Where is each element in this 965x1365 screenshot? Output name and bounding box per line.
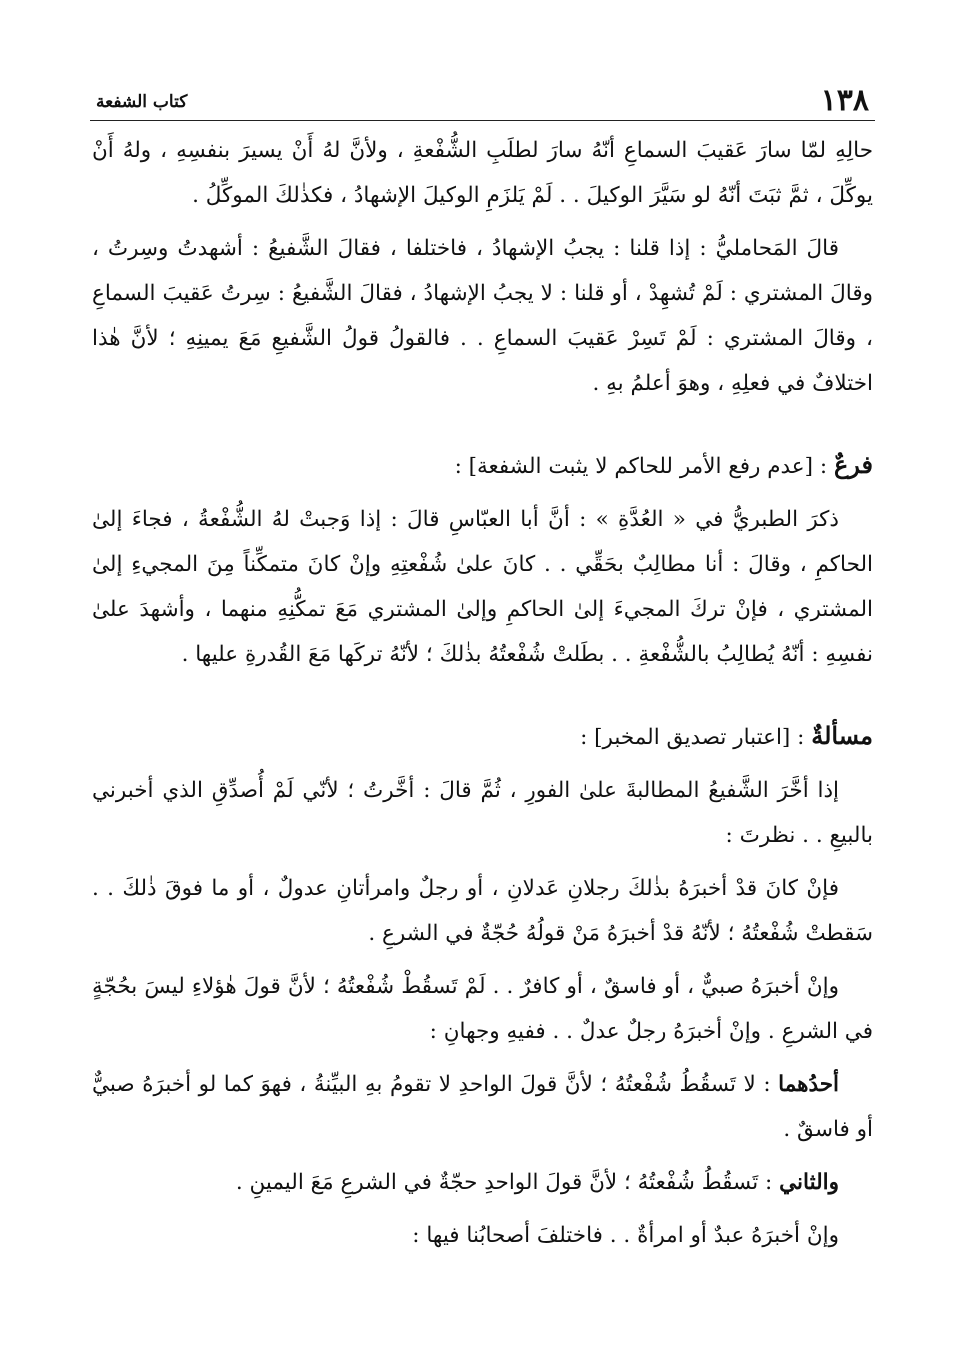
view-keyword: أحدُهما	[778, 1072, 840, 1097]
paragraph-two-witnesses: فإنْ كانَ قدْ أخبرَهُ بذٰلكَ رجلانِ عَدلانِ ، أو رجلٌ وامرأتانِ عدولٌ ، أو ما فوقَ ذٰلكَ . . سَقطتْ شُفْعتُهُ ؛ لأنّهُ قدْ أخبرَهُ مَنْ قولُهُ حُجّةٌ في الشرعِ .	[92, 876, 873, 946]
paragraph-first-view	[92, 1062, 873, 1152]
paragraph-second-view	[92, 1160, 873, 1205]
paragraph-tabari: ذكرَ الطبريُّ في « العُدَّةِ » : أنَّ أبا العبّاسِ قالَ : إذا وَجبتْ لهُ الشُّفْعةُ ، فجاءَ إلىٰ الحاكمِ ، وقالَ : أنا مطالِبٌ بحَقِّي . . كانَ علىٰ شُفْعتِهِ وإنْ كانَ متمكِّناً مِنَ المجيءِ إلىٰ المشتري ، فإنْ تركَ المجيءَ إلىٰ الحاكمِ وإلىٰ المشتري مَعَ تمكُّنِهِ منهما ، وأشهدَ علىٰ نفسِهِ : أنّهُ يُطالِبُ بالشُّفْعةِ . . بطَلتْ شُفْعتُهُ بذٰلكَ ؛ لأنّهُ تركَها مَعَ القُدرةِ عليها .	[92, 507, 873, 667]
paragraph-child-informer: وإنْ أخبرَهُ صبيٌّ ، أو فاسقٌ ، أو كافرٌ . . لَمْ تَسقُطْ شُفْعتُهُ ؛ لأنَّ قولَ هٰؤلاءِ ليسَ بحُجّةٍ في الشرعِ . وإنْ أخبرَهُ رجلٌ عدلٌ . . ففيهِ وجهانِ :	[92, 974, 873, 1044]
section-keyword: مسألةٌ	[811, 721, 873, 750]
paragraph-continuation: حالِهِ لمّا سارَ عَقيبَ السماعِ أنّهُ سارَ لطلَبِ الشُّفْعةِ ، ولأنَّ لهُ أَنْ يسيرَ بنفسِهِ ، ولهُ أَنْ يوكِّلَ ، ثمَّ ثبَتَ أنّهُ لو سَيَّرَ الوكيلَ . . لَمْ يَلزَمِ الوكيلَ الإشهادُ ، فكذٰلكَ الموكِّلُ .	[92, 138, 873, 208]
paragraph-delay: إذا أخَّرَ الشَّفيعُ المطالبةَ علىٰ الفورِ ، ثُمَّ قالَ : أخَّرتُ ؛ لأنّي لَمْ أُصدِّقِ الذي أخبرني بالبيعِ . . نظرتَ :	[92, 778, 873, 848]
paragraph-mahamili: قالَ المَحامليُّ : إذا قلنا : يجبُ الإشهادُ ، فاختلفا ، فقالَ الشَّفيعُ : أشهدتُ وسِرتُ ، وقالَ المشتري : لَمْ تُشهِدْ ، أو قلنا : لا يجبُ الإشهادُ ، فقالَ الشَّفيعُ : سِرتُ عَقيبَ السماعِ ، وقالَ المشتري : لَمْ تَسِرْ عَقيبَ السماعِ . . فالقولُ قولُ الشَّفيعِ مَعَ يمينِهِ ؛ لأنَّ هٰذا اختلافٌ في فعلِهِ ، وهوَ أعلمُ بهِ .	[92, 236, 873, 396]
section-heading-masala	[92, 713, 873, 760]
paragraph-slave-woman: وإنْ أخبرَهُ عبدٌ أو امرأةٌ . . فاختلفَ أصحابُنا فيها :	[412, 1223, 839, 1248]
section-keyword: فرعٌ	[833, 450, 873, 479]
section-title: : [اعتبار تصديق المخبر] :	[580, 725, 805, 750]
view-text: : لا تَسقُطُ شُفْعتُهُ ؛ لأنَّ قولَ الواحدِ لا تقومُ بهِ البيِّنةُ ، فهوَ كما لو أخبرَهُ صبيٌّ أو فاسقٌ .	[92, 1072, 873, 1142]
view-keyword: والثاني	[779, 1170, 839, 1195]
body-text	[92, 128, 873, 1266]
view-text: : تَسقُطُ شُفْعتُهُ ؛ لأنَّ قولَ الواحدِ حجّةٌ في الشرعِ مَعَ اليمينِ .	[235, 1170, 773, 1195]
page-number: ١٣٨	[820, 83, 869, 118]
section-heading-far	[92, 442, 873, 489]
section-title: : [عدم رفع الأمر للحاكم لا يثبت الشفعة] :	[454, 454, 828, 479]
page-header	[90, 84, 875, 121]
running-title: كتاب الشفعة	[96, 92, 188, 112]
